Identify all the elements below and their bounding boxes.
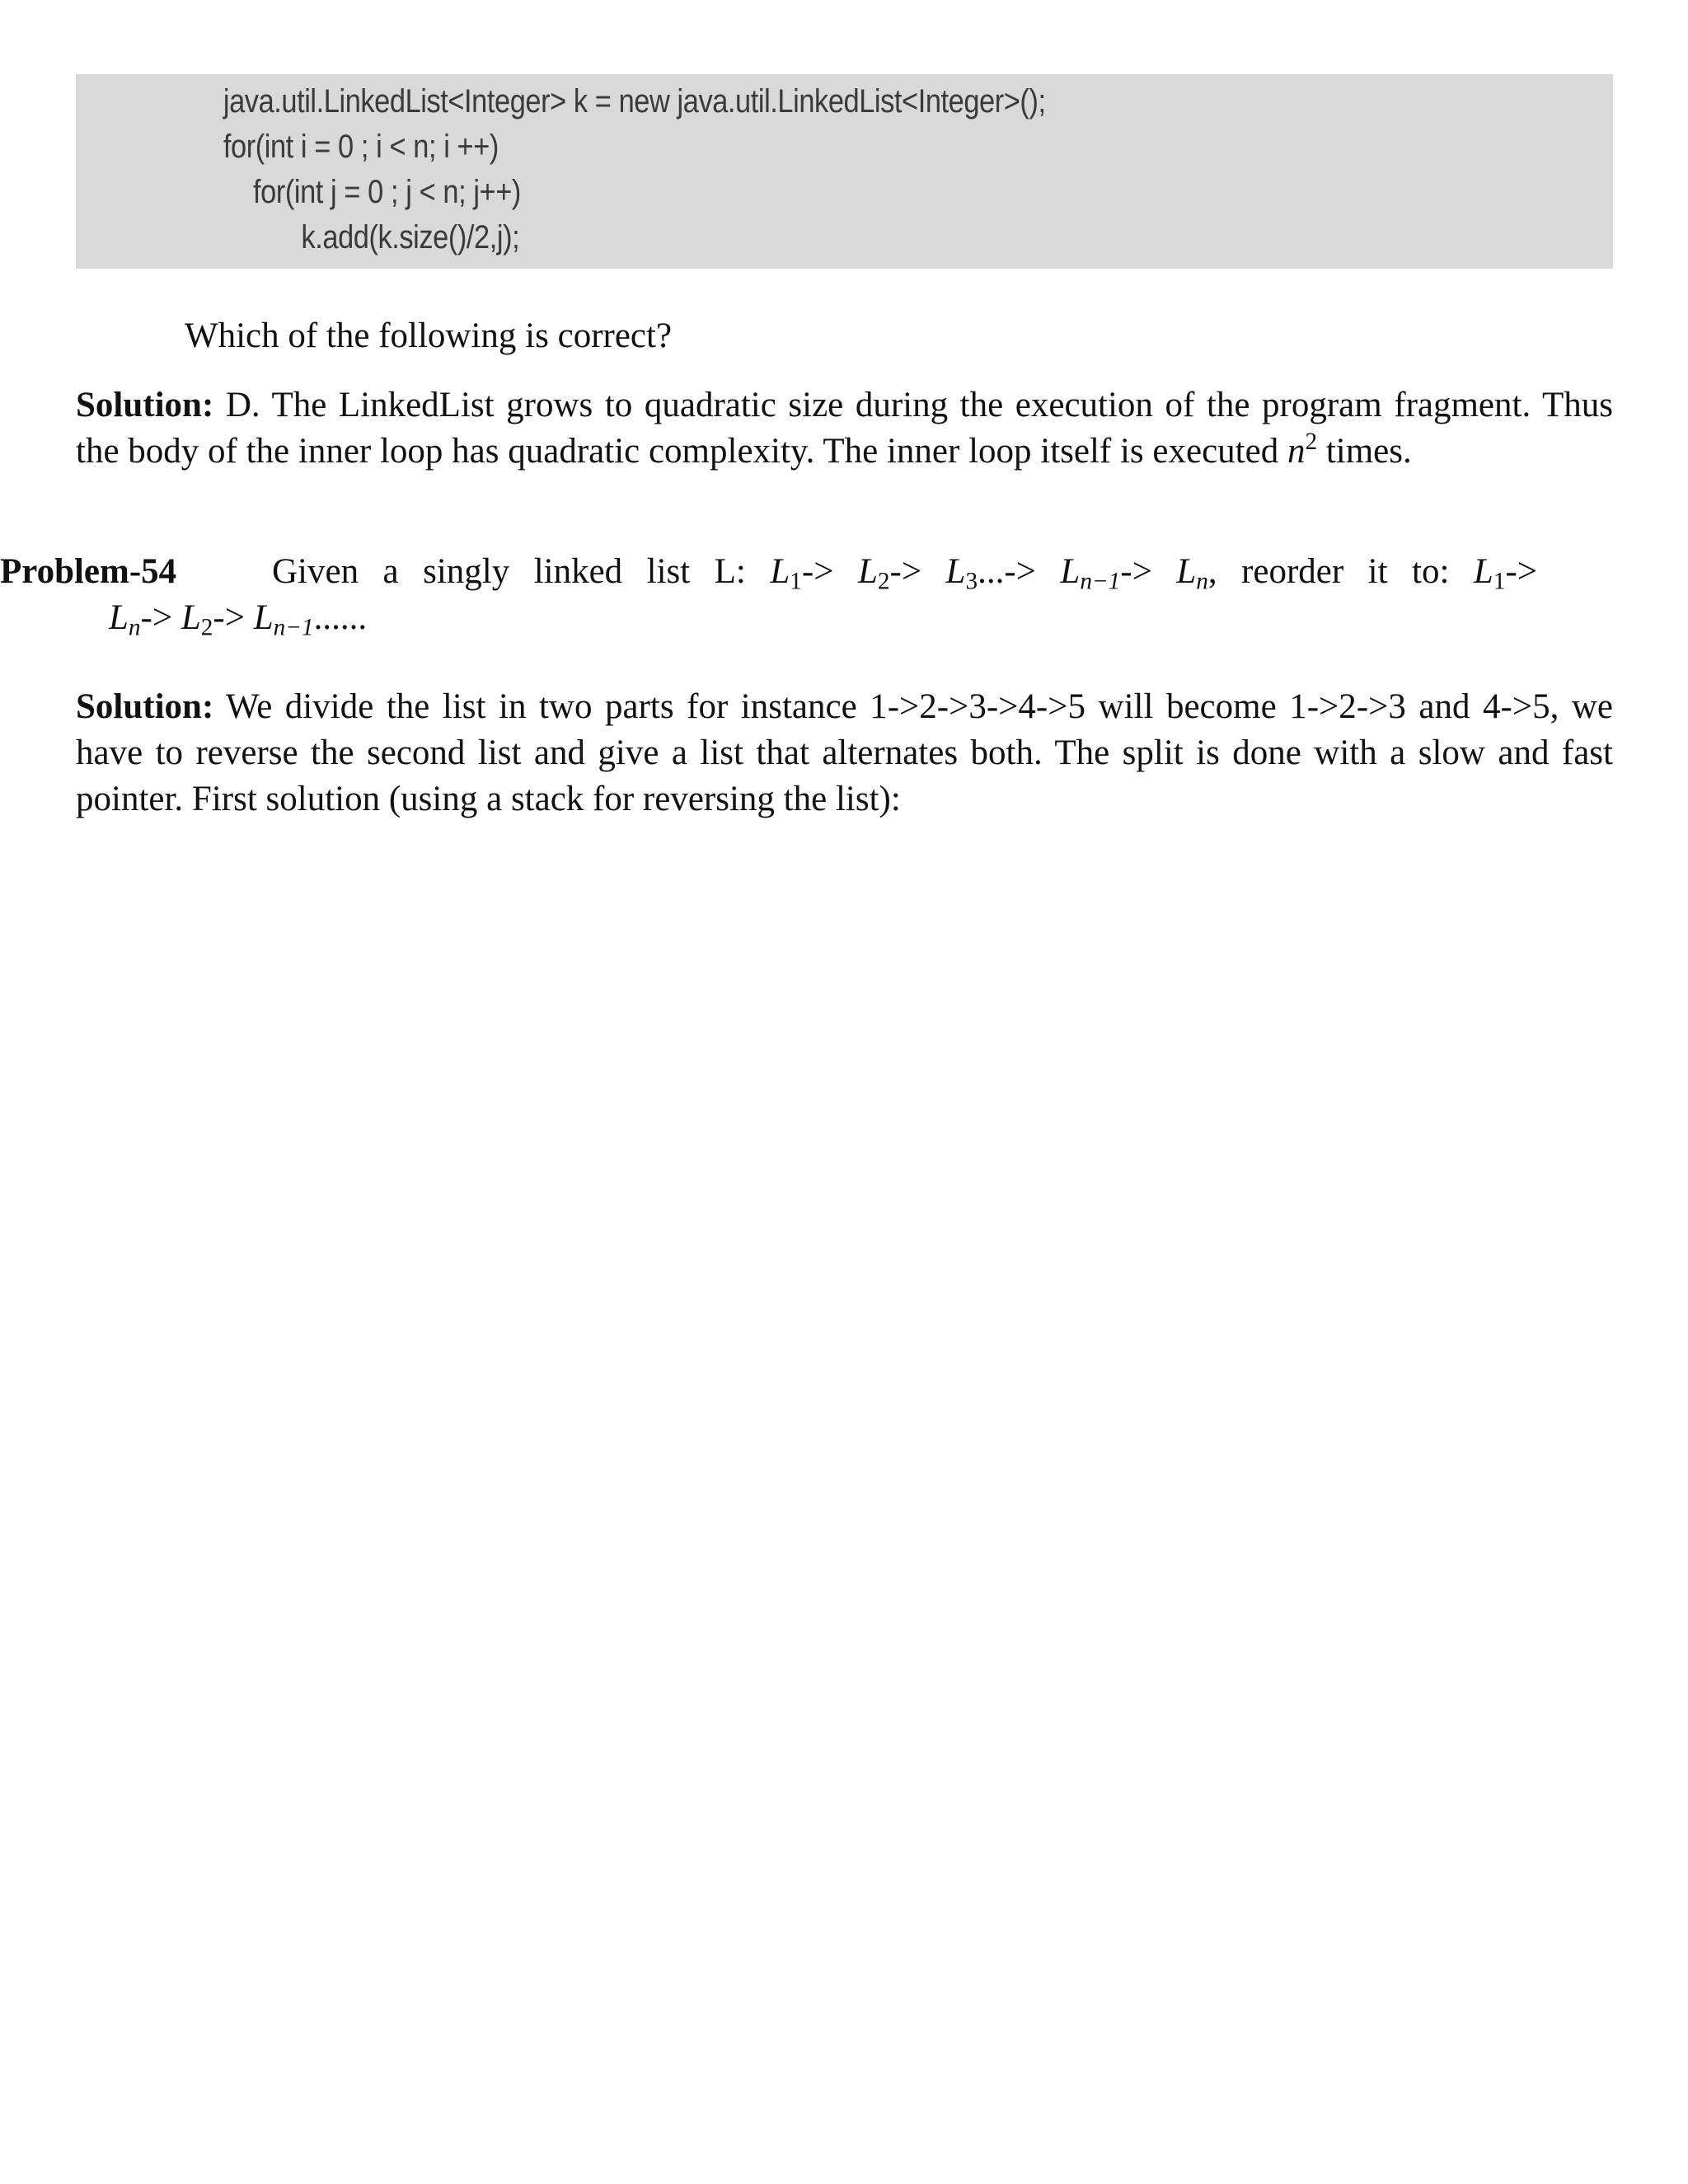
problem-54: [0, 549, 1537, 641]
exponent: 2: [1305, 428, 1318, 455]
code-line-1: java.util.LinkedList<Integer> k = new java.util.LinkedList<Integer>();: [223, 83, 1046, 120]
arrow: ->: [1120, 552, 1152, 591]
code-block: [76, 74, 1613, 269]
subscript: 1: [1493, 568, 1506, 595]
subscript: n−1: [273, 614, 314, 641]
math-L: L: [770, 552, 790, 591]
solution-label: Solution:: [76, 687, 214, 726]
subscript: 2: [877, 568, 890, 595]
question-text: Which of the following is correct?: [185, 316, 673, 355]
subscript: 1: [790, 568, 802, 595]
solution-text: We divide the list in two parts for instance 1->2->3->4->5 will become 1->2->3 and 4->5, we have to reverse the second list and give a list that alternates both. The split is done with a slow and fast pointer. First solution (using a stack for reversing the list):: [76, 687, 1613, 818]
problem-intro: Given a singly linked list L:: [272, 552, 746, 591]
arrow: ->: [889, 552, 922, 591]
math-L: L: [1473, 552, 1493, 591]
code-line-4: k.add(k.size()/2,j);: [301, 219, 520, 255]
problem-label: Problem-54: [0, 552, 177, 591]
problem-line-2: [0, 595, 1537, 641]
problem-mid-text: , reorder it to:: [1207, 552, 1450, 591]
math-L: L: [1176, 552, 1197, 591]
math-L: L: [253, 598, 274, 637]
subscript: n: [128, 614, 141, 641]
ellipsis: ...: [978, 552, 1005, 591]
solution-tail: times.: [1325, 432, 1412, 471]
code-line-2: for(int i = 0 ; i < n; i ++): [223, 129, 499, 165]
math-L: L: [1060, 552, 1081, 591]
problem-line-1: [0, 549, 1537, 595]
solution-text: D. The LinkedList grows to quadratic size during the execution of the program fragment. Thus the body of the inner loop has quadratic complexity. The inner loop itself is executed: [76, 386, 1614, 471]
arrow: ->: [801, 552, 834, 591]
code-line-3: for(int j = 0 ; j < n; j++): [253, 174, 521, 210]
arrow: ->: [213, 598, 245, 637]
subscript: 2: [200, 614, 213, 641]
arrow: ->: [140, 598, 173, 637]
solution-paragraph-2: [76, 684, 1613, 823]
solution-label: Solution:: [76, 386, 214, 424]
subscript: n−1: [1080, 568, 1121, 595]
arrow: ->: [1505, 552, 1538, 591]
math-L: L: [857, 552, 878, 591]
solution-paragraph-1: [76, 382, 1613, 475]
math-L: L: [109, 598, 129, 637]
math-L: L: [181, 598, 201, 637]
subscript: 3: [965, 568, 978, 595]
math-L: L: [945, 552, 966, 591]
subscript: n: [1196, 568, 1208, 595]
trailing-dots: ......: [313, 598, 368, 637]
arrow: ->: [1004, 552, 1036, 591]
math-var-n: n: [1287, 432, 1306, 471]
